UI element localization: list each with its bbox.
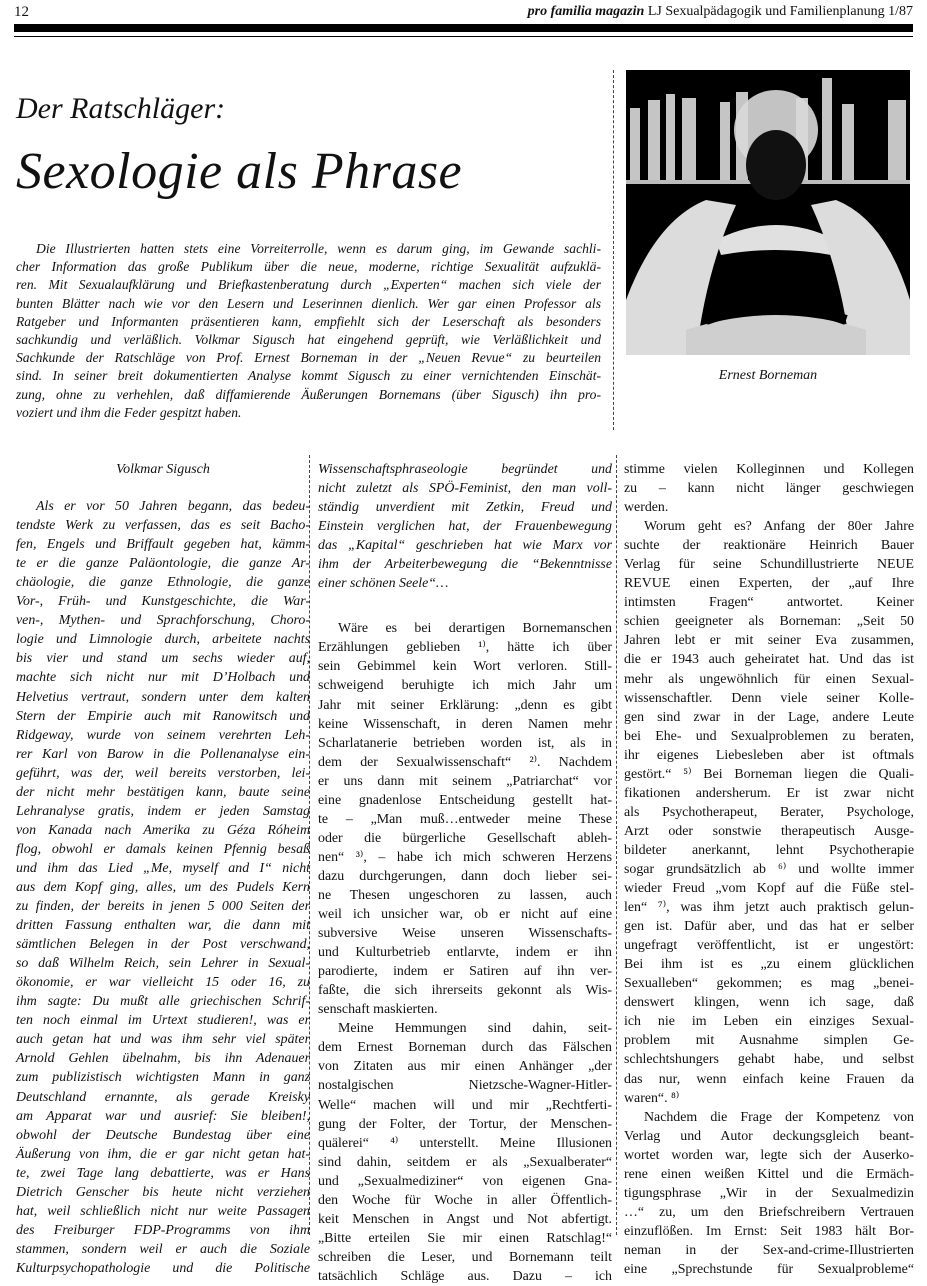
text-line: keine Wissenschaft, in deren Namen mehr xyxy=(318,716,612,732)
text-line: machte sich nicht nur mit D’Holbach und xyxy=(16,670,310,686)
text-line: einzuflößen. Im Ernst: Seit 1983 hält Bor- xyxy=(624,1223,914,1239)
text-line: quälerei“ ⁴⁾ unterstellt. Meine Illusionen xyxy=(318,1135,612,1151)
text-line: Ridgeway, wurde von seinem verehrten Leh- xyxy=(16,727,310,743)
text-line: er uns dann mit seinem „Patriarchat“ vor xyxy=(318,773,612,789)
column-1-text xyxy=(16,497,310,1278)
text-line: das „Kapital“ geschrieben hat wie Marx vor xyxy=(318,538,612,554)
column-2-italic-text xyxy=(318,460,612,593)
text-line: Wäre es bei derartigen Bornemanschen xyxy=(338,621,612,637)
text-line: dritten Fassung enthalten war, die dann mit xyxy=(16,918,310,934)
text-line: te er die ganze Paläontologie, die ganze Ar- xyxy=(16,556,310,572)
text-line: Welle“ machen will und mir „Rechtferti- xyxy=(318,1097,612,1113)
text-line: wieder Freud „vom Kopf auf die Füße stel- xyxy=(624,881,914,897)
text-line: fen, Engels und Briffault gegeben hat, kämm- xyxy=(16,537,310,553)
text-line: subversive Weise unseren Wissenschafts- xyxy=(318,926,612,942)
text-line: eine gnadenlose Entscheidung gestellt hat- xyxy=(318,792,612,808)
text-line: Meine Hemmungen sind dahin, seit- xyxy=(338,1021,612,1037)
portrait-illustration xyxy=(626,70,910,355)
lead-paragraph xyxy=(16,240,601,422)
text-line: sämtlichen Belegen in der Post verschwand, xyxy=(16,937,310,953)
text-line: ne Thesen ungeschoren zu lassen, auch xyxy=(318,887,612,903)
text-line: Sexualleben“ gekommen; es mag „benei- xyxy=(624,976,914,992)
text-line: Arnold Gehlen übelnahm, bis ihn Adenauer xyxy=(16,1051,310,1067)
portrait-photo xyxy=(626,70,910,355)
text-line: das nur, wenn einfach keine Frauen da xyxy=(624,1071,914,1087)
text-line: wissenschaftler. Denn viele seiner Kolle- xyxy=(624,690,914,706)
text-line: tatsächlich Schläge aus. Dazu – ich xyxy=(318,1268,612,1284)
text-line: flog, obwohl er damals keinen Pfennig besaß xyxy=(16,841,310,857)
text-line: senschaft maskierten. xyxy=(318,1002,438,1018)
text-line: Scharlatanerie betrieben worden ist, als in xyxy=(318,735,612,751)
text-line: auch getan hat und was ihm sehr viel später xyxy=(16,1032,310,1048)
text-line: Jahren lebt er mit seiner Eva zusammen, xyxy=(624,633,914,649)
text-line: Arzt oder sonstwie therapeutisch Ausge- xyxy=(624,823,914,839)
text-line: den Woche für Woche in aller Öffentlich- xyxy=(318,1192,612,1208)
text-line: waren“. ⁸⁾ xyxy=(624,1090,680,1106)
column-2-text xyxy=(318,619,612,1286)
text-line: denswert klingen, wenn ich sage, daß xyxy=(624,995,914,1011)
text-line: bis vier und stand um sechs wieder auf, xyxy=(16,651,310,667)
text-line: als Psychotherapeut, Berater, Psychologe, xyxy=(624,804,914,820)
header-bar xyxy=(14,24,913,32)
text-line: aus dem Kopf ging, alles, um des Pudels Kern xyxy=(16,879,310,895)
text-line: neman in der Sex-and-crime-Illustrierten xyxy=(624,1242,914,1258)
text-line: bunten Blätter nach wie vor den Lesern und Leserinnen dienlich. Wer gar einen Professor als xyxy=(16,295,601,311)
text-line: Wissenschaftsphraseologie begründet und xyxy=(318,462,612,477)
text-line: ökonomie, er war vielleicht 15 oder 16, zu xyxy=(16,975,310,991)
text-line: logie und Limnologie durch, arbeitete nachts xyxy=(16,632,310,648)
text-line: und „Sexualmediziner“ von eigenen Gna- xyxy=(318,1173,612,1189)
text-line: bildeter anerkannt, lehnt Psychotherapie xyxy=(624,842,914,858)
text-line: tigungsphrase „Wir in der Sexualmedizin xyxy=(624,1185,914,1201)
text-line: nostalgischen Nietzsche-Wagner-Hitler- xyxy=(318,1078,612,1094)
text-line: te – „Man muß…entweder meine These xyxy=(318,811,612,827)
text-line: ihm der Arbeiterbewegung die “Bekenntnisse xyxy=(318,557,612,573)
text-line: ren. Mit Sexualaufklärung und Briefkastenberatung durch „Experten“ machen sich viele der xyxy=(16,277,601,293)
text-line: Helvetius vertraut, sondern unter dem kalten xyxy=(16,689,310,705)
text-line: und Kulturbetrieb entlarvte, indem er ihn xyxy=(318,945,612,961)
text-line: mehr als ungewöhnlich für einen Sexual- xyxy=(624,671,914,687)
text-line: zung, ohne zu verhehlen, daß diffamierende Äußerungen Bornemans (über Sigusch) ihn pro- xyxy=(16,386,601,402)
text-line: gung der Folter, der Tortur, der Menschen- xyxy=(318,1116,612,1132)
text-line: Bei ihm ist es „zu einem glücklichen xyxy=(624,957,914,973)
text-line: die er 1943 auch geheiratet hat. Und das ist xyxy=(624,652,914,668)
text-line: von Kanada nach Amerika zu Géza Róheim xyxy=(16,822,310,838)
text-line: problem mit Ausnahme simplen Ge- xyxy=(624,1033,914,1049)
text-line: faßte, die sich ihrerseits gekonnt als Wis- xyxy=(318,983,612,999)
text-line: eine „Sprechstunde für Sexualprobleme“ xyxy=(624,1261,914,1277)
text-line: sachkundig und verläßlich. Volkmar Sigusch hat eingehend geprüft, wie Verläßlichkeit und xyxy=(16,332,601,348)
running-head-separator: LJ xyxy=(647,4,662,19)
text-line: von Zitaten aus mir einen Anhänger „der xyxy=(318,1059,612,1075)
text-line: werden. xyxy=(624,500,669,516)
text-line: und ihm das Lied „Me, myself and I“ nicht xyxy=(16,860,310,876)
text-line: sind. In seiner breit dokumentierten Analyse kommt Sigusch zu einer vernichtenden Einschät- xyxy=(16,368,601,384)
text-line: keit Menschen in Angst und Not abfertigt. xyxy=(318,1211,612,1227)
text-line: sind dahin, seitdem er als „Sexualberater“ xyxy=(318,1154,612,1170)
text-line: Lehranalyse gratis, indem er jeden Samstag xyxy=(16,803,310,819)
text-line: ungefragt veröffentlicht, ist er ungestört: xyxy=(624,938,914,954)
text-line: gen ist. Dafür aber, und das hat er selber xyxy=(624,919,914,935)
text-line: zu – kann nicht länger geschwiegen xyxy=(624,481,914,497)
text-line: ven-, Mythen- und Sprachforschung, Choro- xyxy=(16,613,310,629)
text-line: voziert und ihm die Feder gespitzt haben. xyxy=(16,404,242,420)
text-line: am Apparat war und ausrief: Sie bleiben!, xyxy=(16,1108,310,1124)
text-line: schweigend beruhigte ich mich Jahr um xyxy=(318,678,612,694)
text-line: schlechtshungers gehabt habe, und selbst xyxy=(624,1052,914,1068)
text-line: Kulturpsychopathologie und die Politische xyxy=(16,1260,310,1276)
text-line: te, zwei Tage lang debattierte, was er Hans xyxy=(16,1165,310,1181)
text-line: rer Karl von Barow in die Pollenanalyse ein- xyxy=(16,746,310,762)
text-line: gen sind zwar in der Lage, andere Leute xyxy=(624,709,914,725)
text-line: Die Illustrierten hatten stets eine Vorreiterrolle, wenn es darum ging, im Gewande sachli- xyxy=(36,241,601,256)
text-line: Worum geht es? Anfang der 80er Jahre xyxy=(644,519,914,535)
article-title: Sexologie als Phrase xyxy=(16,143,463,200)
text-line: so daß Wilhelm Reich, sein Lehrer in Sexual- xyxy=(16,956,310,972)
text-line: Verlag und Autor deckungsgleich beant- xyxy=(624,1128,914,1144)
text-line: Jahr mit seiner Erklärung: „denn es gibt xyxy=(318,697,612,713)
text-line: suchte der reaktionäre Heinrich Bauer xyxy=(624,538,914,554)
column-rule xyxy=(613,70,614,430)
text-line: ständig unverdient mit Zetkin, Freud und xyxy=(318,500,612,516)
text-line: ich nie im Leben ein einziges Sexual- xyxy=(624,1014,914,1030)
text-line: nen“ ³⁾, – habe ich mich schweren Herzens xyxy=(318,849,612,865)
page-number: 12 xyxy=(14,4,29,20)
text-line: len“ ⁷⁾, was ihm jetzt auch praktisch gelun- xyxy=(624,900,914,916)
text-line: Erzählungen geblieben ¹⁾, hätte ich über xyxy=(318,640,612,656)
text-line: intimsten Fragen“ antwortet. Keiner xyxy=(624,595,914,611)
text-line: …“ zu, um den Briefschreibern Vertrauen xyxy=(624,1204,914,1220)
text-line: Deutschland ernannte, als gerade Kreisky xyxy=(16,1089,310,1105)
photo-caption: Ernest Borneman xyxy=(718,368,818,383)
text-line: zu finden, der bereits in jenen 5 000 Seiten der xyxy=(16,899,310,915)
body-column-2 xyxy=(318,460,612,1286)
body-column-1 xyxy=(16,460,310,1278)
text-line: chäologie, die ganze Ethnologie, die ganze xyxy=(16,575,310,591)
paragraph-gap xyxy=(318,593,612,619)
text-line: obwohl der Deutsche Bundestag über eine xyxy=(16,1127,310,1143)
text-line: schien geeigneter als Borneman: „Seit 50 xyxy=(624,614,914,630)
text-line: fikationen andersherum. Er ist zwar nicht xyxy=(624,785,914,801)
text-line: REVUE einen Experten, der „auf Ihre xyxy=(624,576,914,592)
text-line: Nachdem die Frage der Kompetenz von xyxy=(644,1109,914,1125)
text-line: schreiben die Leser, und Bornemann teilt xyxy=(318,1249,612,1265)
text-line: ten noch einmal im Urtext studieren!, was er xyxy=(16,1013,310,1029)
text-line: stammen, sondern weil er auch die Soziale xyxy=(16,1241,310,1257)
text-line: Äußerung von ihm, die er gar nicht getan hat- xyxy=(16,1146,310,1162)
text-line: oder die bürgerliche Gesellschaft ableh- xyxy=(318,830,612,846)
byline: Volkmar Sigusch xyxy=(116,462,210,477)
text-line: gestört.“ ⁵⁾ Bei Borneman liegen die Quali- xyxy=(624,766,914,782)
text-line: hat, weil schließlich nicht nur weite Passagen xyxy=(16,1203,310,1219)
text-line: parodierte, indem er Satiren auf ihn ver- xyxy=(318,964,612,980)
text-line: bei Ehe- und Sexualproblemen zu beraten, xyxy=(624,728,914,744)
text-line: des Freiburger FDP-Programms von ihm xyxy=(16,1222,310,1238)
text-line: zum publizistisch wichtigsten Mann in ganz xyxy=(16,1070,310,1086)
text-line: tendste Werk zu verfassen, das es seit Bacho- xyxy=(16,518,310,534)
text-line: sein Gebimmel kein Wort verloren. Still- xyxy=(318,659,612,675)
running-head xyxy=(528,4,913,20)
article-kicker: Der Ratschläger: xyxy=(16,92,226,125)
column-3-text xyxy=(624,460,914,1279)
text-line: cher Information das große Publikum über die neue, moderne, richtige Sexualität aufzuklä- xyxy=(16,259,601,275)
text-line: einer schönen Seele“… xyxy=(318,576,449,592)
text-line: Verlag für seine Schundillustrierte NEUE xyxy=(624,557,914,573)
text-line: Dietrich Genscher bis heute nicht verziehen xyxy=(16,1184,310,1200)
text-line: Einstein verglichen hat, der Frauenbewegung xyxy=(318,519,612,535)
text-line: Als er vor 50 Jahren begann, das bedeu- xyxy=(36,499,310,515)
text-line: sogar grundsätzlich ab ⁶⁾ und wollte immer xyxy=(624,861,914,877)
text-line: geführt, was der, weil bereits verstorben, lei- xyxy=(16,765,310,781)
text-line: ihr eigenes Liebesleben aber ist oftmals xyxy=(624,747,914,763)
text-line: Vor-, Früh- und Kunstgeschichte, die War- xyxy=(16,594,310,610)
text-line: rene einen weißen Kittel und die Ermäch- xyxy=(624,1166,914,1182)
magazine-name: pro familia magazin xyxy=(527,4,645,19)
header-rule xyxy=(14,36,913,37)
text-line: Stern der Empirie auch mit Ranowitsch und xyxy=(16,708,310,724)
text-line: der nicht mehr bestätigen kann, baute seine xyxy=(16,784,310,800)
text-line: dem der Sexualwissenschaft“ ²⁾. Nachdem xyxy=(318,754,612,770)
text-line: wortet worden war, legte sich der Auserko- xyxy=(624,1147,914,1163)
text-line: weil ich unsicher war, ob er nicht auf eine xyxy=(318,907,612,923)
column-rule xyxy=(616,455,617,1235)
text-line: stimme vielen Kolleginnen und Kollegen xyxy=(624,462,914,477)
running-head-subtitle: Sexualpädagogik und Familienplanung 1/87 xyxy=(665,4,913,19)
text-line: dazu durchgerungen, dann doch lieber sei- xyxy=(318,868,612,884)
body-column-3 xyxy=(624,460,914,1279)
text-line: Ratgeber und Informanten präsentieren kann, empfiehlt sich der Leserschaft als besonders xyxy=(16,313,601,329)
text-line: ihm sagte: Du mußt alle griechischen Schrif- xyxy=(16,994,310,1010)
text-line: Sachkunde der Ratschläge von Prof. Ernest Borneman in der „Neuen Revue“ zu beurteilen xyxy=(16,350,601,366)
text-line: dem Ernest Borneman durch das Fälschen xyxy=(318,1040,612,1056)
text-line: „Bitte erteilen Sie mir einen Ratschlag!“ xyxy=(318,1230,612,1246)
text-line: nicht zuletzt als SPÖ-Feminist, den man voll- xyxy=(318,481,612,497)
